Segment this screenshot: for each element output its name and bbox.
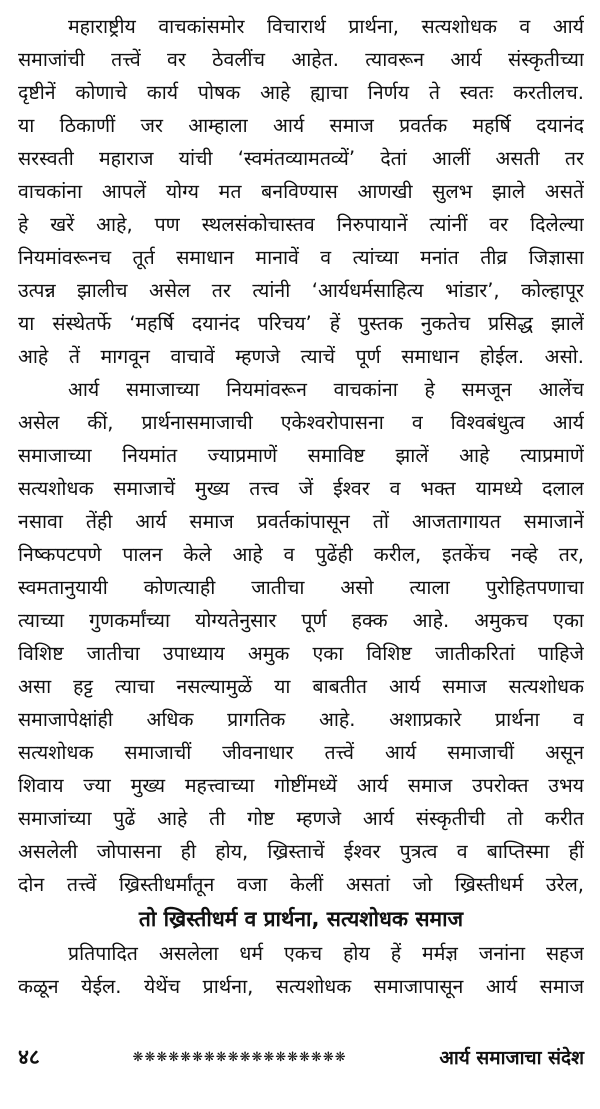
text-line: समाजांच्या पुढें आहे ती गोष्ट म्हणजे आर्य संस्कृतीची तो करीत [18,807,584,830]
centered-heading: तो ख्रिस्तीधर्म व प्रार्थना, सत्यशोधक समाज [138,907,464,931]
text-line: निष्कपटपणे पालन केले आहे व पुढेंही करील, इतकेंच नव्हे तर, [18,543,584,566]
text-line: समाजांची तत्त्वें वर ठेवलींच आहेत. त्यावरून आर्य संस्कृतीच्या [18,48,584,71]
text-line: दोन तत्त्वें ख्रिस्तीधर्मांतून वजा केलीं असतां जो ख्रिस्तीधर्म उरेल, [18,873,584,896]
text-line: सरस्वती महाराज यांची ‘स्वमंतव्यामतव्यें’ देतां आलीं असती तर [18,147,584,170]
body-text [18,10,584,1003]
page-number: ४८ [18,1045,40,1069]
text-line: विशिष्ट जातीचा उपाध्याय अमुक एका विशिष्ट जातीकरितां पाहिजे [18,642,584,665]
text-line: वाचकांना आपलें योग्य मत बनविण्यास आणखी सुलभ झाले असतें [18,180,584,203]
text-line: त्याच्या गुणकर्मांच्या योग्यतेनुसार पूर्ण हक्क आहे. अमुकच एका [18,609,584,632]
text-line: शिवाय ज्या मुख्य महत्त्वाच्या गोष्टींमध्यें आर्य समाज उपरोक्त उभय [18,774,584,797]
text-line: या ठिकाणीं जर आम्हाला आर्य समाज प्रवर्तक महर्षि दयानंद [18,114,584,137]
text-line: महाराष्ट्रीय वाचकांसमोर विचारार्थ प्रार्थना, सत्यशोधक व आर्य [68,15,584,38]
text-line: प्रतिपादित असलेला धर्म एकच होय हें मर्मज्ञ जनांना सहज [68,942,584,965]
text-line: उत्पन्न झालीच असेल तर त्यांनी ‘आर्यधर्मसाहित्य भांडार’, कोल्हापूर [18,279,584,302]
text-line: या संस्थेतर्फे ‘महर्षि दयानंद परिचय’ हें पुस्तक नुकतेच प्रसिद्ध झालें [18,312,584,335]
text-line: नियमांवरूनच तूर्त समाधान मानावें व त्यांच्या मनांत तीव्र जिज्ञासा [18,246,584,269]
page-footer [18,1042,584,1072]
text-line: असा हट्ट त्याचा नसल्यामुळें या बाबतीत आर्य समाज सत्यशोधक [18,675,584,698]
text-line: नसावा तेंही आर्य समाज प्रवर्तकांपासून तों आजतागायत समाजानें [18,510,584,533]
text-line: सत्यशोधक समाजाचीं जीवनाधार तत्त्वें आर्य समाजाचीं असून [18,741,584,764]
text-line: हे खरें आहे, पण स्थलसंकोचास्तव निरुपायानें त्यांनीं वर दिलेल्या [18,213,584,236]
text-line: आर्य समाजाच्या नियमांवरून वाचकांना हे समजून आलेंच [68,378,584,401]
text-line: समाजापेक्षांही अधिक प्रागतिक आहे. अशाप्रकारे प्रार्थना व [18,708,584,731]
text-line: असेल कीं, प्रार्थनासमाजाची एकेश्वरोपासना व विश्वबंधुत्व आर्य [18,411,584,434]
text-line: दृष्टीनें कोणाचे कार्य पोषक आहे ह्याचा निर्णय ते स्वतः करतीलच. [18,81,584,104]
text-line: असलेली जोपासना ही होय, ख्रिस्ताचें ईश्वर पुत्रत्व व बाप्तिस्मा हीं [18,840,584,863]
text-line: कळून येईल. येथेंच प्रार्थना, सत्यशोधक समाजापासून आर्य समाज [18,975,584,998]
text-line: समाजाच्या नियमांत ज्याप्रमाणें समाविष्ट झालें आहे त्याप्रमाणें [18,444,584,467]
running-title: आर्य समाजाचा संदेश [439,1047,584,1069]
text-line: सत्यशोधक समाजाचें मुख्य तत्त्व जें ईश्वर व भक्त यामध्ये दलाल [18,477,584,500]
ornament-divider: ❋❋❋❋❋❋❋❋❋❋❋❋❋❋❋❋❋❋ [132,1049,347,1065]
text-line: आहे तें मागवून वाचावें म्हणजे त्याचें पूर्ण समाधान होईल. असो. [18,345,584,368]
text-line: स्वमतानुयायी कोणत्याही जातीचा असो त्याला पुरोहितपणाचा [18,576,584,599]
